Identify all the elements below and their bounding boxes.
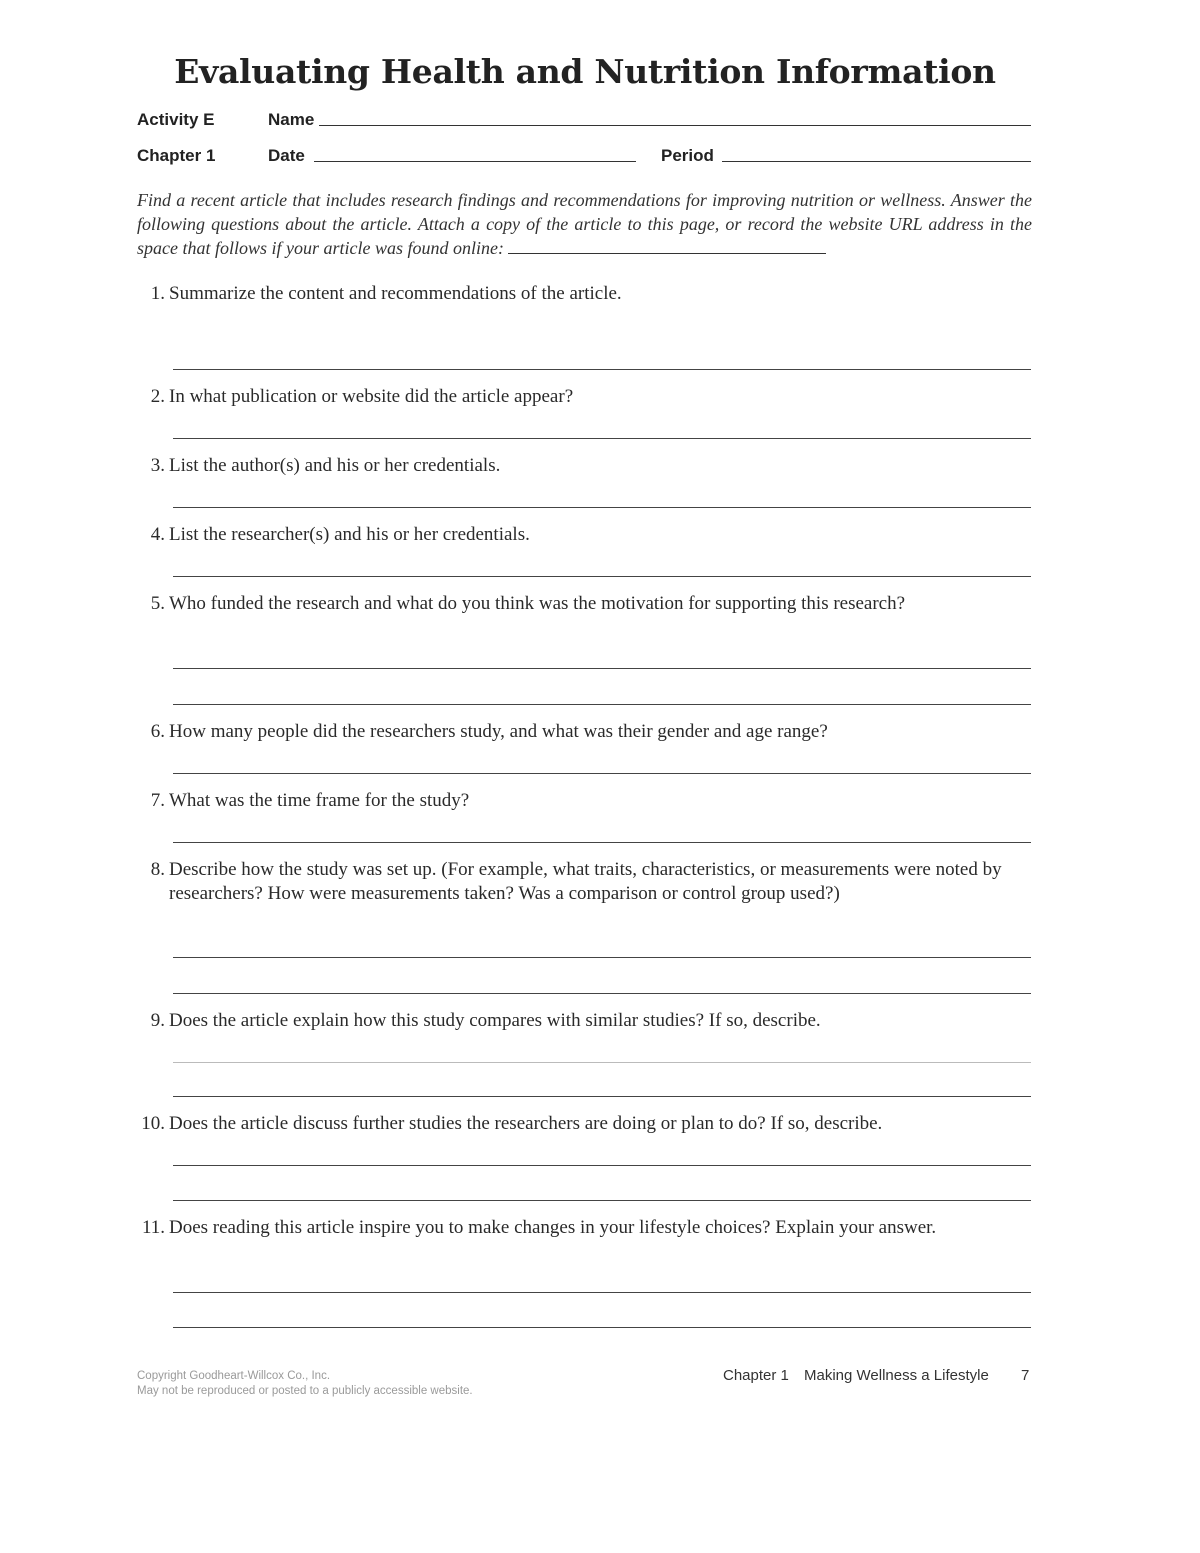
name-label: Name [268, 110, 315, 129]
period-label: Period [661, 146, 714, 165]
question-number: 6. [150, 721, 165, 742]
question-text: Who funded the research and what do you think was the motivation for supporting this research? [169, 593, 906, 614]
question-text: How many people did the researchers study, and what was their gender and age range? [169, 721, 828, 742]
question-1 [137, 282, 1017, 306]
question-text: List the researcher(s) and his or her credentials. [169, 524, 530, 545]
period-field[interactable] [722, 161, 1031, 162]
question-number: 8. [150, 859, 165, 880]
instructions-text: Find a recent article that includes research findings and recommendations for improving nutrition or wellness. Answer the following questions about the article. Attach a copy of the article to this page, or record the website URL address in the space that follows if your article was found online: [137, 190, 1032, 258]
question-number: 4. [150, 524, 165, 545]
answer-line[interactable] [173, 668, 1031, 669]
question-6 [137, 720, 1017, 744]
question-4 [137, 523, 1017, 547]
copyright-notice [137, 1369, 473, 1399]
answer-line[interactable] [173, 957, 1031, 958]
question-text: In what publication or website did the article appear? [169, 386, 574, 407]
answer-line[interactable] [173, 773, 1031, 774]
activity-label: Activity E [137, 110, 215, 129]
date-field[interactable] [314, 161, 636, 162]
instructions [137, 188, 1032, 260]
answer-line[interactable] [173, 1200, 1031, 1201]
question-7 [137, 789, 1017, 813]
copyright-line: May not be reproduced or posted to a publicly accessible website. [137, 1385, 473, 1397]
copyright-line: Copyright Goodheart-Willcox Co., Inc. [137, 1370, 331, 1382]
question-11 [137, 1216, 1017, 1240]
answer-line[interactable] [173, 576, 1031, 577]
page-number: 7 [1021, 1367, 1030, 1384]
answer-line[interactable] [173, 1062, 1031, 1063]
question-8 [137, 858, 1017, 906]
question-text: Summarize the content and recommendations of the article. [169, 283, 622, 304]
question-9 [137, 1009, 1017, 1033]
answer-line[interactable] [173, 1327, 1031, 1328]
question-number: 9. [150, 1010, 165, 1031]
question-5 [137, 592, 1017, 616]
question-text: List the author(s) and his or her credentials. [169, 455, 501, 476]
answer-line[interactable] [173, 1096, 1031, 1097]
question-text: Does the article explain how this study compares with similar studies? If so, describe. [169, 1010, 821, 1031]
answer-line[interactable] [173, 842, 1031, 843]
answer-line[interactable] [173, 507, 1031, 508]
chapter-label: Chapter 1 [137, 146, 216, 165]
question-10 [137, 1112, 1017, 1136]
footer-chapter-title: Making Wellness a Lifestyle [804, 1367, 989, 1384]
question-number: 10. [141, 1113, 165, 1134]
name-field[interactable] [319, 125, 1031, 126]
date-label: Date [268, 146, 305, 165]
question-number: 3. [150, 455, 165, 476]
page-title: Evaluating Health and Nutrition Information [174, 52, 996, 91]
question-number: 1. [150, 283, 165, 304]
question-number: 7. [150, 790, 165, 811]
question-number: 5. [150, 593, 165, 614]
question-3 [137, 454, 1017, 478]
footer-chapter: Chapter 1 [723, 1367, 789, 1384]
question-text: Does reading this article inspire you to make changes in your lifestyle choices? Explain your answer. [169, 1217, 937, 1238]
answer-line[interactable] [173, 704, 1031, 705]
question-text: What was the time frame for the study? [169, 790, 470, 811]
url-field[interactable] [508, 239, 826, 254]
answer-line[interactable] [173, 1165, 1031, 1166]
question-text: Describe how the study was set up. (For example, what traits, characteristics, or measurements were noted by researchers? How were measurements taken? Was a comparison or control group used?) [169, 859, 1002, 904]
question-number: 11. [141, 1217, 165, 1238]
answer-line[interactable] [173, 438, 1031, 439]
question-number: 2. [150, 386, 165, 407]
question-text: Does the article discuss further studies the researchers are doing or plan to do? If so, describe. [169, 1113, 883, 1134]
question-2 [137, 385, 1017, 409]
answer-line[interactable] [173, 993, 1031, 994]
answer-line[interactable] [173, 1292, 1031, 1293]
answer-line[interactable] [173, 369, 1031, 370]
